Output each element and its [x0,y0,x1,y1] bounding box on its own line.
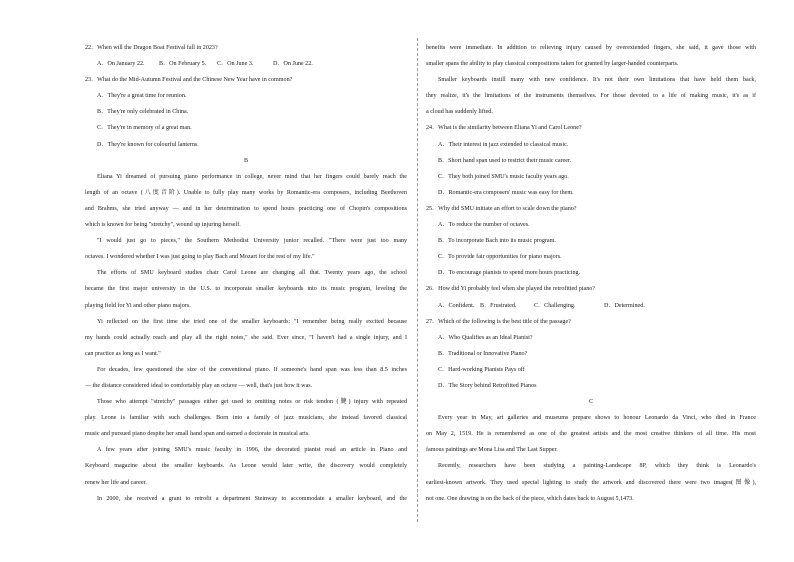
passage-b-line: — the distance considered ideal to comfortably play an octave — well, that's just how it was. [85,382,313,389]
passage-c-line: earliest-known artwork. They used special lighting to study the artwork and discovered there were two images(图像), [426,479,756,486]
q22-option-c[interactable]: C．On June 3. [217,61,254,68]
passage-b-line: length of an octave (八度音阶). Unable to fully play many works by Romantic-era composers, including Beethoven [85,189,407,196]
passage-c-line: not one. One drawing is on the back of the piece, which dates back to August 5,1473. [426,495,634,502]
left-column [85,40,407,507]
q22-option-d[interactable]: D．On June 22. [273,61,313,68]
question-26-stem: 26．How did Yi probably feel when she played the retrofitted piano? [426,286,595,293]
passage-b-line: Yi reflected on the first time she tried one of the smaller keyboards: "I remember being really excited because [97,318,407,325]
question-22-options [85,56,407,72]
q23-option-c[interactable]: C．They're in memory of a great man. [97,125,192,132]
passage-b-line: Those who attempt "stretchy" passages either get used to omitting notes or risk tendon (腱) injury with repeated [97,399,407,406]
q26-option-b[interactable]: B．Frustrated. [480,302,517,309]
q25-option-c[interactable]: C．To provide fair opportunities for piano majors. [438,254,562,261]
passage-b-line: Keyboard magazine about the smaller keyboards. As Leone would later write, the discovery would completely [85,463,407,470]
passage-b-line: The efforts of SMU keyboard studies chair Carol Leone are changing all that. Twenty years ago, the school [97,270,407,277]
question-23-stem: 23．What do the Mid-Autumn Festival and the Chinese New Year have in common? [85,77,293,84]
passage-b-line: they realize, it's the limitations of the instruments themselves. For those devoted to a life of making music, it's as if [426,93,756,100]
q24-option-b[interactable]: B．Short hand span used to restrict their music career. [438,157,572,164]
q23-option-b[interactable]: B．They're only celebrated in China. [97,109,189,116]
q24-option-a[interactable]: A．Their interest in jazz extended to classical music. [438,141,569,148]
passage-b-line: Smaller keyboards instill many with new confidence. It's not their own limitations that have held them back, [438,77,756,84]
q27-option-a[interactable]: A．Who Qualifies as an Ideal Pianist? [438,334,533,341]
q25-option-d[interactable]: D．To encourage pianists to spend more hours practicing. [438,270,581,277]
section-b-heading: B [243,157,249,164]
q26-option-a[interactable]: A．Confident. [438,302,475,309]
passage-b-line: renew her life and career. [85,479,147,486]
question-26-options [426,298,756,314]
q23-option-d[interactable]: D．They're known for colourful lanterns. [97,141,199,148]
passage-b-line: my hands could actually reach and play all the right notes," she said. Ever since, "I haven't had a single injury, and I [85,334,407,341]
passage-c-line: Recently, researchers have been studying a painting-Landscape 8P, which they think is Leonardo's [438,463,756,470]
question-22-stem: 22．When will the Dragon Boat Festival fall in 2023? [85,45,218,51]
question-27-stem: 27．Which of the following is the best title of the passage? [426,318,571,325]
passage-b-line: Eliana Yi dreamed of pursuing piano performance in college, never mind that her fingers could barely reach the [97,173,407,180]
right-column [426,40,756,507]
q23-option-a[interactable]: A．They're a great time for reunion. [97,93,187,100]
passage-b-line: can practice as long as I want." [85,350,161,357]
section-c-heading: C [588,399,594,406]
passage-b-line: For decades, few questioned the size of the conventional piano. If someone's hand span was less than 8.5 inches [97,366,407,373]
q27-option-b[interactable]: B．Traditional or Innovative Piano? [438,350,528,357]
passage-b-line: benefits were immediate. In addition to relieving injury caused by overextended fingers, she said, it gave those with [426,45,756,51]
passage-b-line: became the first major university in the U.S. to incorporate smaller keyboards into its music program, leveling the [85,286,407,293]
passage-b-line: which is known for being "stretchy", wound up injuring herself. [85,222,241,229]
passage-b-line: "I would just go to pieces," the Southern Methodist University junior recalled. "There were just too many [97,238,407,245]
passage-c-line: on May 2, 1519. He is remembered as one of the greatest artists and the most creative thinkers of all time. His most [426,431,756,438]
passage-b-line: octaves. I wondered whether I was just going to play Bach and Mozart for the rest of my life." [85,254,315,261]
passage-b-line: and Brahms, she tried anyway — and in her determination to spend hours practicing one of Chopin's compositions [85,205,407,212]
passage-b-line: play. Leone is familiar with such challenges. Born into a family of jazz musicians, she instead favored classical [85,415,407,422]
column-divider [417,38,418,522]
question-25-stem: 25．Why did SMU initiate an effort to scale down the piano? [426,205,577,212]
q25-option-b[interactable]: B．To incorporate Bach into its music program. [438,238,556,245]
q27-option-d[interactable]: D．The Story behind Retrofitted Pianos [438,382,537,389]
passage-c-line: Every year in May, art galleries and museums prepare shows to honour Leonardo da Vinci, who died in France [438,415,756,422]
passage-c-line: famous paintings are Mona Lisa and The Last Supper. [426,447,558,454]
passage-b-line: a cloud has suddenly lifted. [426,109,493,116]
q26-option-c[interactable]: C．Challenging. [534,302,576,309]
q26-option-d[interactable]: D．Determined. [604,302,645,309]
q25-option-a[interactable]: A．To reduce the number of octaves. [438,222,530,229]
q22-option-a[interactable]: A．On January 22. [97,61,145,68]
q24-option-d[interactable]: D．Romantic-era composers' music was easy for them. [438,189,574,196]
q24-option-c[interactable]: C．They both joined SMU's music faculty years ago. [438,173,569,180]
passage-b-line: A few years after joining SMU's music faculty in 1996, the decorated pianist read an article in Piano and [97,447,407,454]
passage-b-line: smaller spans the ability to play classical compositions taken for granted by larger-handed counterparts. [426,61,679,68]
passage-b-line: music and pursued piano despite her small hand span and earned a doctorate in musical arts. [85,431,310,438]
q27-option-c[interactable]: C．Hard-working Pianists Pays off [438,366,525,373]
question-24-stem: 24．What is the similarity between Eliana Yi and Carol Leone? [426,125,582,132]
passage-b-line: playing field for Yi and other piano majors. [85,302,191,309]
q22-option-b[interactable]: B．On February 5. [159,61,207,68]
passage-b-line: In 2000, she received a grant to retrofit a department Steinway to accommodate a smaller keyboard, and the [97,495,407,502]
